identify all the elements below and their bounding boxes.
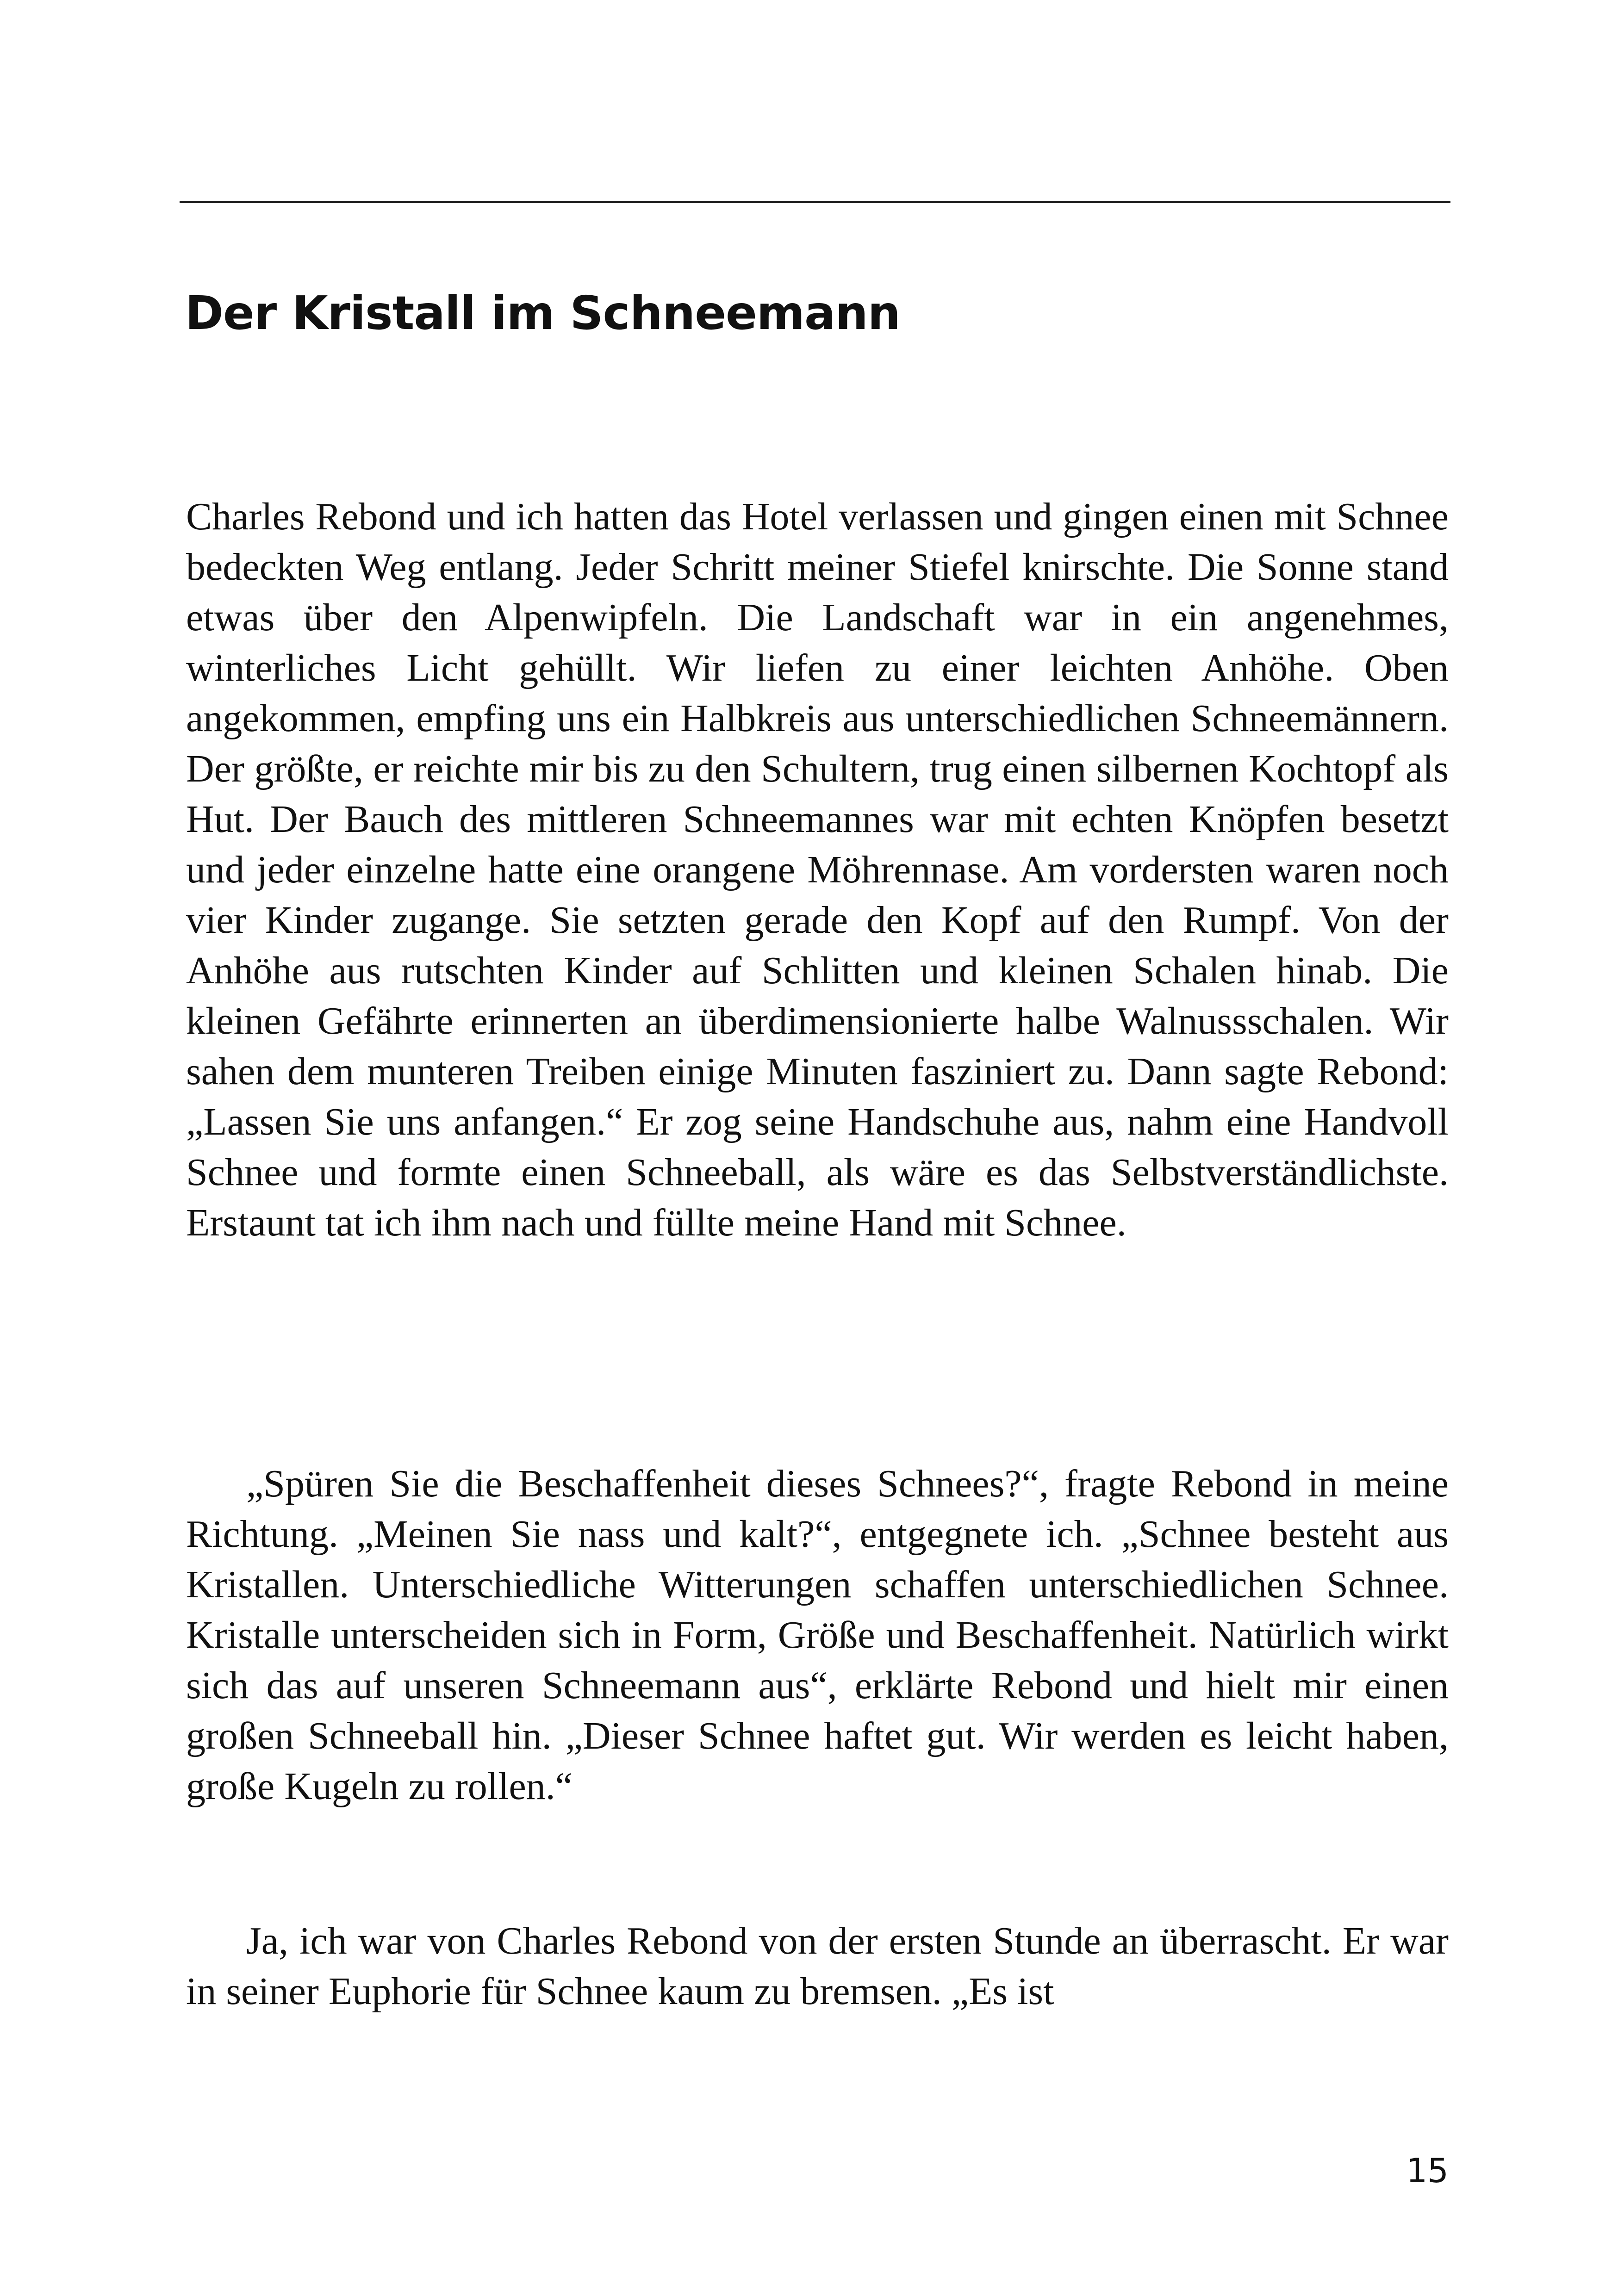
- chapter-title: Der Kristall im Schneemann: [185, 286, 900, 340]
- paragraph-1: Charles Rebond und ich hatten das Hotel verlassen und gingen einen mit Schnee bedeckten Weg entlang. Jeder Schritt meiner Stiefel knirschte. Die Sonne stand etwas über den Alpenwipfeln. Die Landschaft war in ein angenehmes, winterliches Licht gehüllt. Wir liefen zu einer leichten Anhöhe. Oben angekommen, empfing uns ein Halbkreis aus unterschiedlichen Schneemännern. Der größte, er reichte mir bis zu den Schultern, trug einen silbernen Kochtopf als Hut. Der Bauch des mittleren Schneemannes war mit echten Knöpfen besetzt und jeder einzelne hatte eine orangene Möhrennase. Am vordersten waren noch vier Kinder zugange. Sie setzten gerade den Kopf auf den Rumpf. Von der Anhöhe aus rutschten Kinder auf Schlitten und kleinen Schalen hinab. Die kleinen Gefährte erinnerten an überdimensionierte halbe Walnussschalen. Wir sahen dem munteren Treiben einige Minuten fasziniert zu. Dann sagte Rebond: „Lassen Sie uns anfangen.“ Er zog seine Handschuhe aus, nahm eine Handvoll Schnee und formte einen Schneeball, als wäre es das Selbstverständlichste. Erstaunt tat ich ihm nach und füllte meine Hand mit Schnee.: [186, 495, 1449, 1244]
- top-rule: [180, 201, 1450, 203]
- paragraph-3: Ja, ich war von Charles Rebond von der ersten Stunde an überrascht. Er war in seiner Euphorie für Schnee kaum zu bremsen. „Es ist: [186, 1919, 1449, 2013]
- paragraph-2: „Spüren Sie die Beschaffenheit dieses Schnees?“, fragte Rebond in meine Richtung. „Meinen Sie nass und kalt?“, entgegnete ich. „Schnee besteht aus Kristallen. Unterschiedliche Witterungen schaffen unterschiedlichen Schnee. Kristalle unterscheiden sich in Form, Größe und Beschaffenheit. Natürlich wirkt sich das auf unseren Schneemann aus“, erklärte Rebond und hielt mir einen großen Schneeball hin. „Dieser Schnee haftet gut. Wir werden es leicht haben, große Kugeln zu rollen.“: [186, 1462, 1449, 1808]
- page-number: 15: [1406, 2151, 1449, 2190]
